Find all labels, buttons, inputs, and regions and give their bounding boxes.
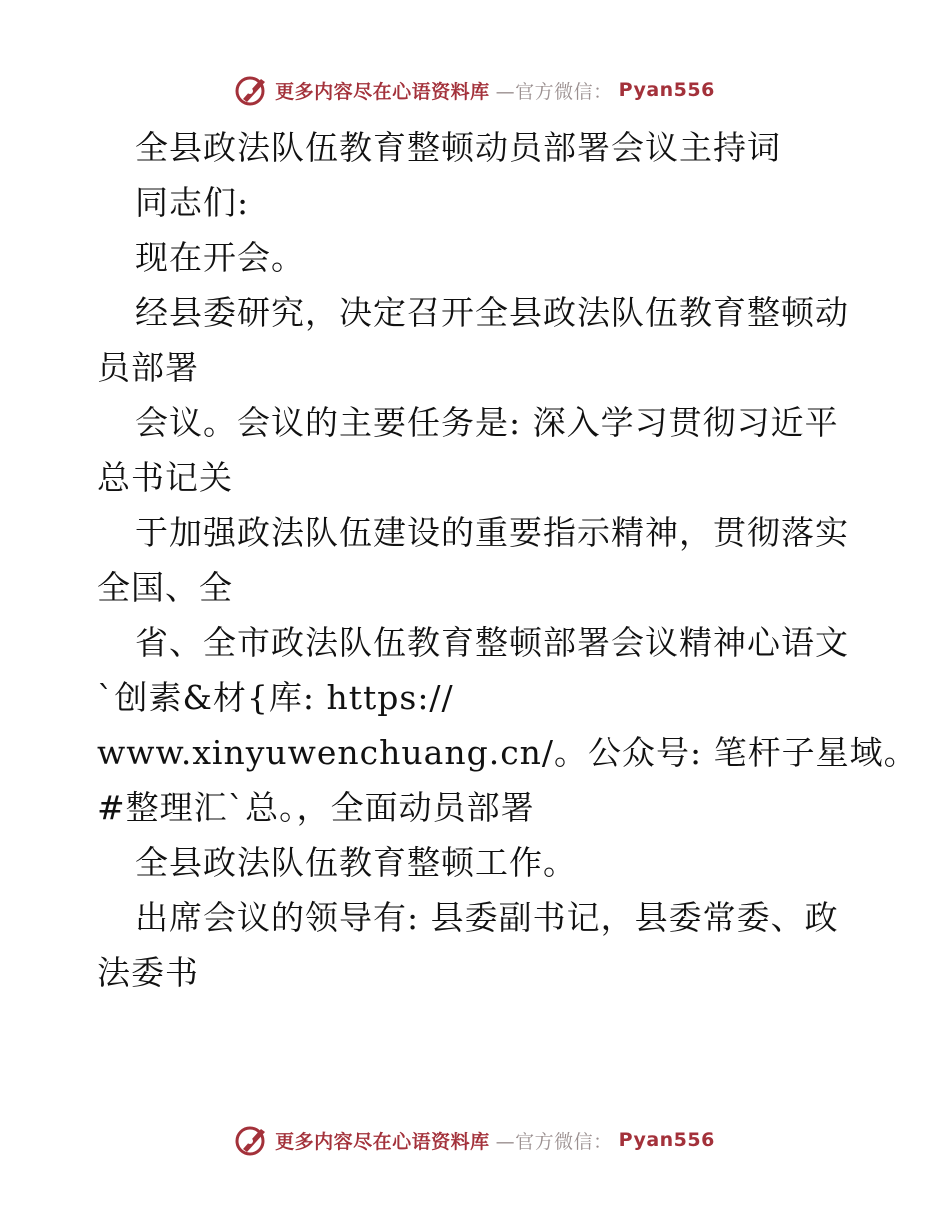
paragraph-line: `创素&材{库: https:// — [97, 678, 454, 717]
footer-banner — [0, 1120, 950, 1160]
paragraph-line: 法委书 — [97, 953, 199, 992]
paragraph-line: 于加强政法队伍建设的重要指示精神，贯彻落实 — [135, 513, 849, 552]
paragraph-line: 现在开会。 — [135, 238, 305, 277]
banner-separator: —官方微信： — [495, 1130, 613, 1153]
paragraph-line: 出席会议的领导有: 县委副书记，县委常委、政 — [135, 898, 839, 937]
banner-title: 更多内容尽在心语资料库 — [275, 1130, 490, 1153]
banner-wechat-id: Pyan556 — [618, 79, 715, 101]
banner-separator: —官方微信： — [495, 80, 613, 103]
salutation: 同志们: — [135, 183, 250, 222]
paragraph-line: 总书记关 — [97, 458, 233, 497]
paragraph-line: 员部署 — [97, 348, 199, 387]
paragraph-line: 省、全市政法队伍教育整顿部署会议精神心语文 — [135, 623, 849, 662]
paragraph-line: 会议。会议的主要任务是: 深入学习贯彻习近平 — [135, 403, 839, 442]
pen-logo-icon — [235, 1123, 269, 1157]
document-title: 全县政法队伍教育整顿动员部署会议主持词 — [135, 128, 781, 167]
paragraph-line: 全国、全 — [97, 568, 233, 607]
banner-title: 更多内容尽在心语资料库 — [275, 80, 490, 103]
banner-wechat-id: Pyan556 — [618, 1129, 715, 1151]
paragraph-line: 经县委研究，决定召开全县政法队伍教育整顿动 — [135, 293, 849, 332]
paragraph-line: #整理汇`总。，全面动员部署 — [97, 788, 535, 827]
header-banner — [0, 70, 950, 110]
pen-logo-icon — [235, 73, 269, 107]
paragraph-line: 全县政法队伍教育整顿工作。 — [135, 843, 577, 882]
paragraph-line: www.xinyuwenchuang.cn/。公众号: 笔杆子星域。 — [97, 733, 918, 772]
document-body — [97, 120, 918, 1000]
